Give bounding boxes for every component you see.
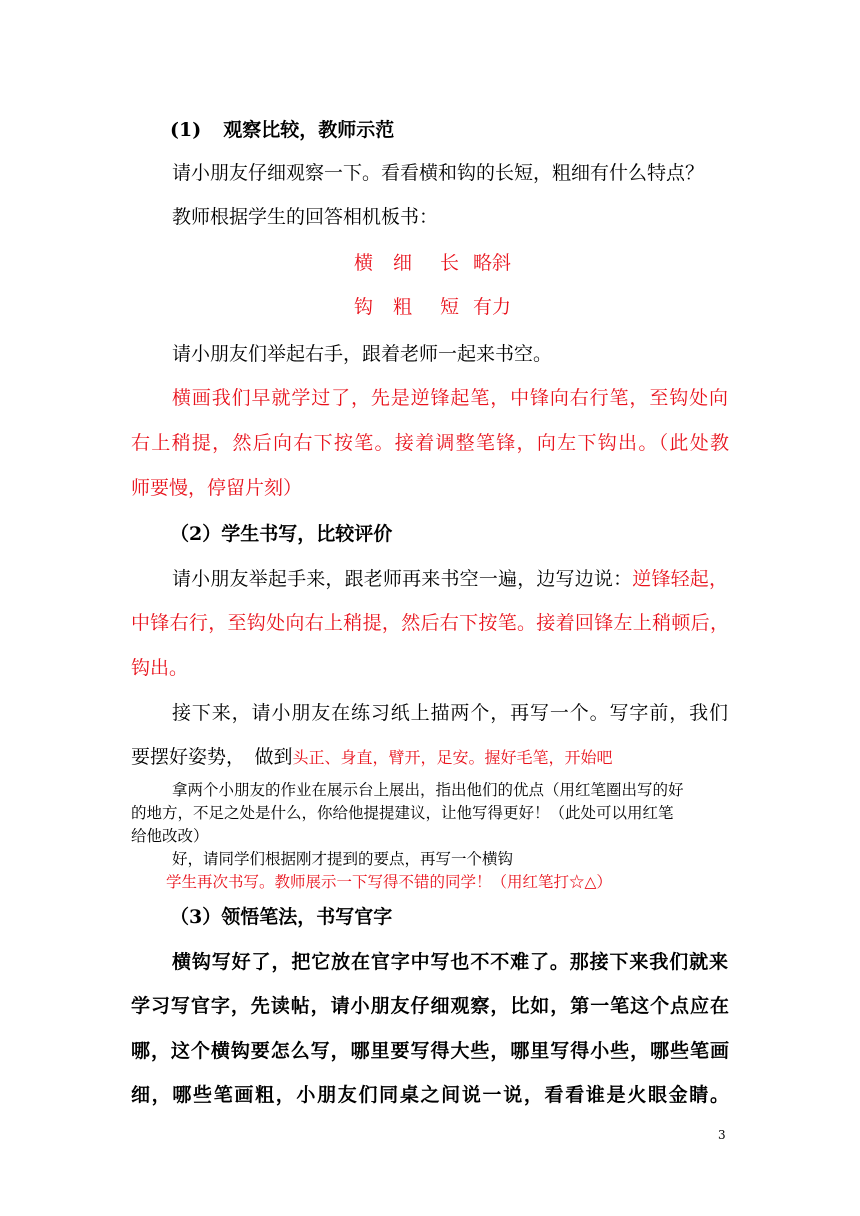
paragraph-board-intro: 教师根据学生的回答相机板书： (172, 206, 439, 228)
board-word: 粗 (393, 296, 413, 318)
paragraph-practice-line-1: 接下来，请小朋友在练习纸上描两个，再写一个。写字前，我们 (172, 702, 728, 724)
section-heading-2: （2）学生书写，比较评价 (170, 523, 393, 545)
board-word: 短 (440, 296, 460, 318)
heading-1-number: (1) (170, 119, 202, 141)
paragraph-student-writing-line-2: 中锋右行，至钩处向右上稍提，然后右下按笔。接着回锋左上稍顿后， (131, 612, 729, 634)
paragraph-showcase-line-1: 拿两个小朋友的作业在展示台上展出，指出他们的优点（用红笔圈出写的好 (172, 781, 684, 799)
board-writing-row-2 (354, 294, 511, 320)
paragraph-student-writing-line-1 (172, 566, 728, 592)
paragraph-stroke-method-line-2: 右上稍提，然后向右下按笔。接着调整笔锋，向左下钩出。（此处教 (131, 432, 729, 454)
section-heading-1 (170, 117, 394, 143)
posture-intro: 要摆好姿势， 做到 (131, 746, 293, 768)
paragraph-observe: 请小朋友仔细观察一下。看看横和钩的长短，粗细有什么特点？ (172, 162, 705, 184)
paragraph-write-again: 好，请同学们根据刚才提到的要点，再写一个横钩 (172, 850, 514, 868)
paragraph-guan-line-3: 哪，这个横钩要怎么写，哪里要写得大些，哪里写得小些，哪些笔画 (131, 1040, 729, 1062)
board-word: 细 (393, 252, 413, 274)
heading-1-text: 观察比较，教师示范 (223, 119, 395, 141)
paragraph-showcase-line-2: 的地方，不足之处是什么，你给他提提建议，让他写得更好！（此处可以用红笔 (131, 804, 674, 822)
board-writing-row-1 (354, 250, 511, 276)
paragraph-stroke-method-line-3: 师要慢，停留片刻） (131, 477, 303, 499)
paragraph-air-writing: 请小朋友们举起右手，跟着老师一起来书空。 (172, 343, 553, 365)
instruction-text: 请小朋友举起手来，跟老师再来书空一遍，边写边说： (172, 568, 633, 590)
paragraph-guan-line-4: 细，哪些笔画粗，小朋友们同桌之间说一说，看看谁是火眼金睛。 (131, 1084, 729, 1106)
paragraph-practice-line-2 (131, 744, 613, 771)
board-word: 横 (354, 252, 374, 274)
board-word: 钩 (354, 296, 374, 318)
board-word: 有力 (473, 296, 512, 318)
board-word: 长 (440, 252, 460, 274)
paragraph-showcase-line-3: 给他改改） (131, 827, 209, 845)
page-number: 3 (718, 1128, 726, 1142)
instruction-red-text: 逆锋轻起， (632, 568, 728, 590)
posture-requirements: 头正、身直，臂开，足安。握好毛笔，开始吧 (292, 748, 613, 767)
board-word: 略斜 (473, 252, 512, 274)
paragraph-stroke-method-line-1: 横画我们早就学过了，先是逆锋起笔，中锋向右行笔，至钩处向 (172, 387, 728, 409)
paragraph-student-writing-line-3: 钩出。 (131, 657, 189, 679)
paragraph-guan-line-2: 学习写官字，先读帖，请小朋友仔细观察，比如，第一笔这个点应在 (131, 995, 729, 1017)
paragraph-guan-line-1: 横钩写好了，把它放在官字中写也不不难了。那接下来我们就来 (172, 951, 728, 973)
section-heading-3: （3）领悟笔法，书写官字 (170, 906, 393, 928)
paragraph-second-writing: 学生再次书写。教师展示一下写得不错的同学！（用红笔打☆△） (166, 873, 612, 891)
